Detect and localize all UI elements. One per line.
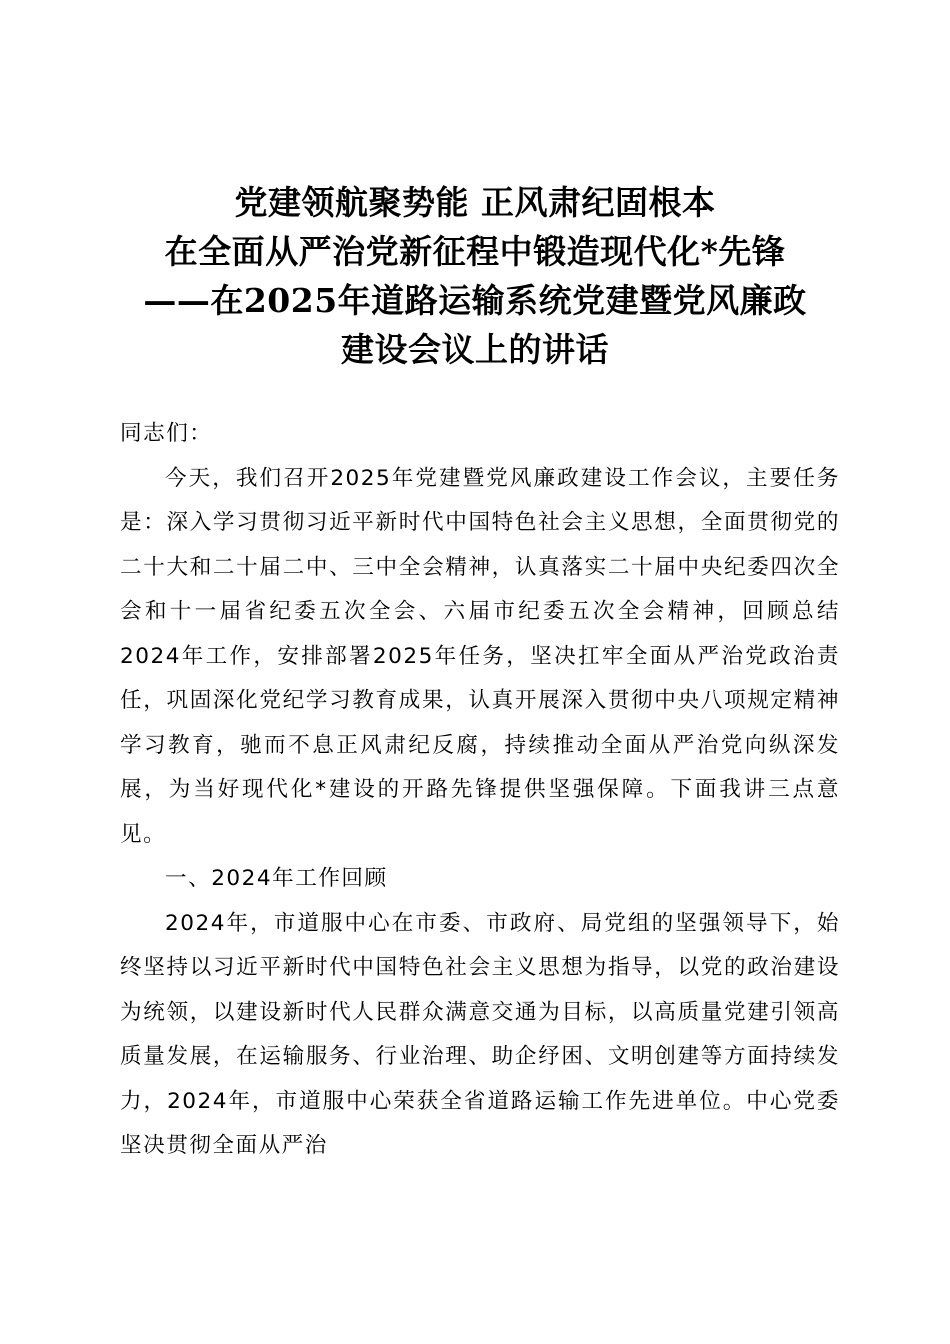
speech-title bbox=[100, 178, 850, 374]
title-line-3: ——在2025年道路运输系统党建暨党风廉政 bbox=[143, 281, 807, 320]
paragraph-review: 2024年，市道服中心在市委、市政府、局党组的坚强领导下，始终坚持以习近平新时代中国特色社会主义思想为指导，以党的政治建设为统领，以建设新时代人民群众满意交通为目标，以高质量党建引领高质量发展，在运输服务、行业治理、助企纾困、文明创建等方面持续发力，2024年，市道服中心荣获全省道路运输工作先进单位。中心党委坚决贯彻全面从严治 bbox=[120, 910, 840, 1158]
section-heading-1: 一、2024年工作回顾 bbox=[165, 866, 388, 891]
speech-body bbox=[120, 412, 840, 1169]
title-line-1: 党建领航聚势能 正风肃纪固根本 bbox=[234, 183, 716, 222]
title-line-4: 建设会议上的讲话 bbox=[341, 330, 609, 369]
paragraph-intro: 今天，我们召开2025年党建暨党风廉政建设工作会议，主要任务是：深入学习贯彻习近平新时代中国特色社会主义思想，全面贯彻党的二十大和二十届二中、三中全会精神，认真落实二十届中央纪委四次全会和十一届省纪委五次全会、六届市纪委五次全会精神，回顾总结2024年工作，安排部署2025年任务，坚决扛牢全面从严治党政治责任，巩固深化党纪学习教育成果，认真开展深入贯彻中央八项规定精神学习教育，驰而不息正风肃纪反腐，持续推动全面从严治党向纵深发展，为当好现代化*建设的开路先锋提供坚强保障。下面我讲三点意见。 bbox=[120, 465, 840, 847]
title-line-2: 在全面从严治党新征程中锻造现代化*先锋 bbox=[164, 232, 786, 271]
greeting: 同志们： bbox=[120, 421, 213, 446]
